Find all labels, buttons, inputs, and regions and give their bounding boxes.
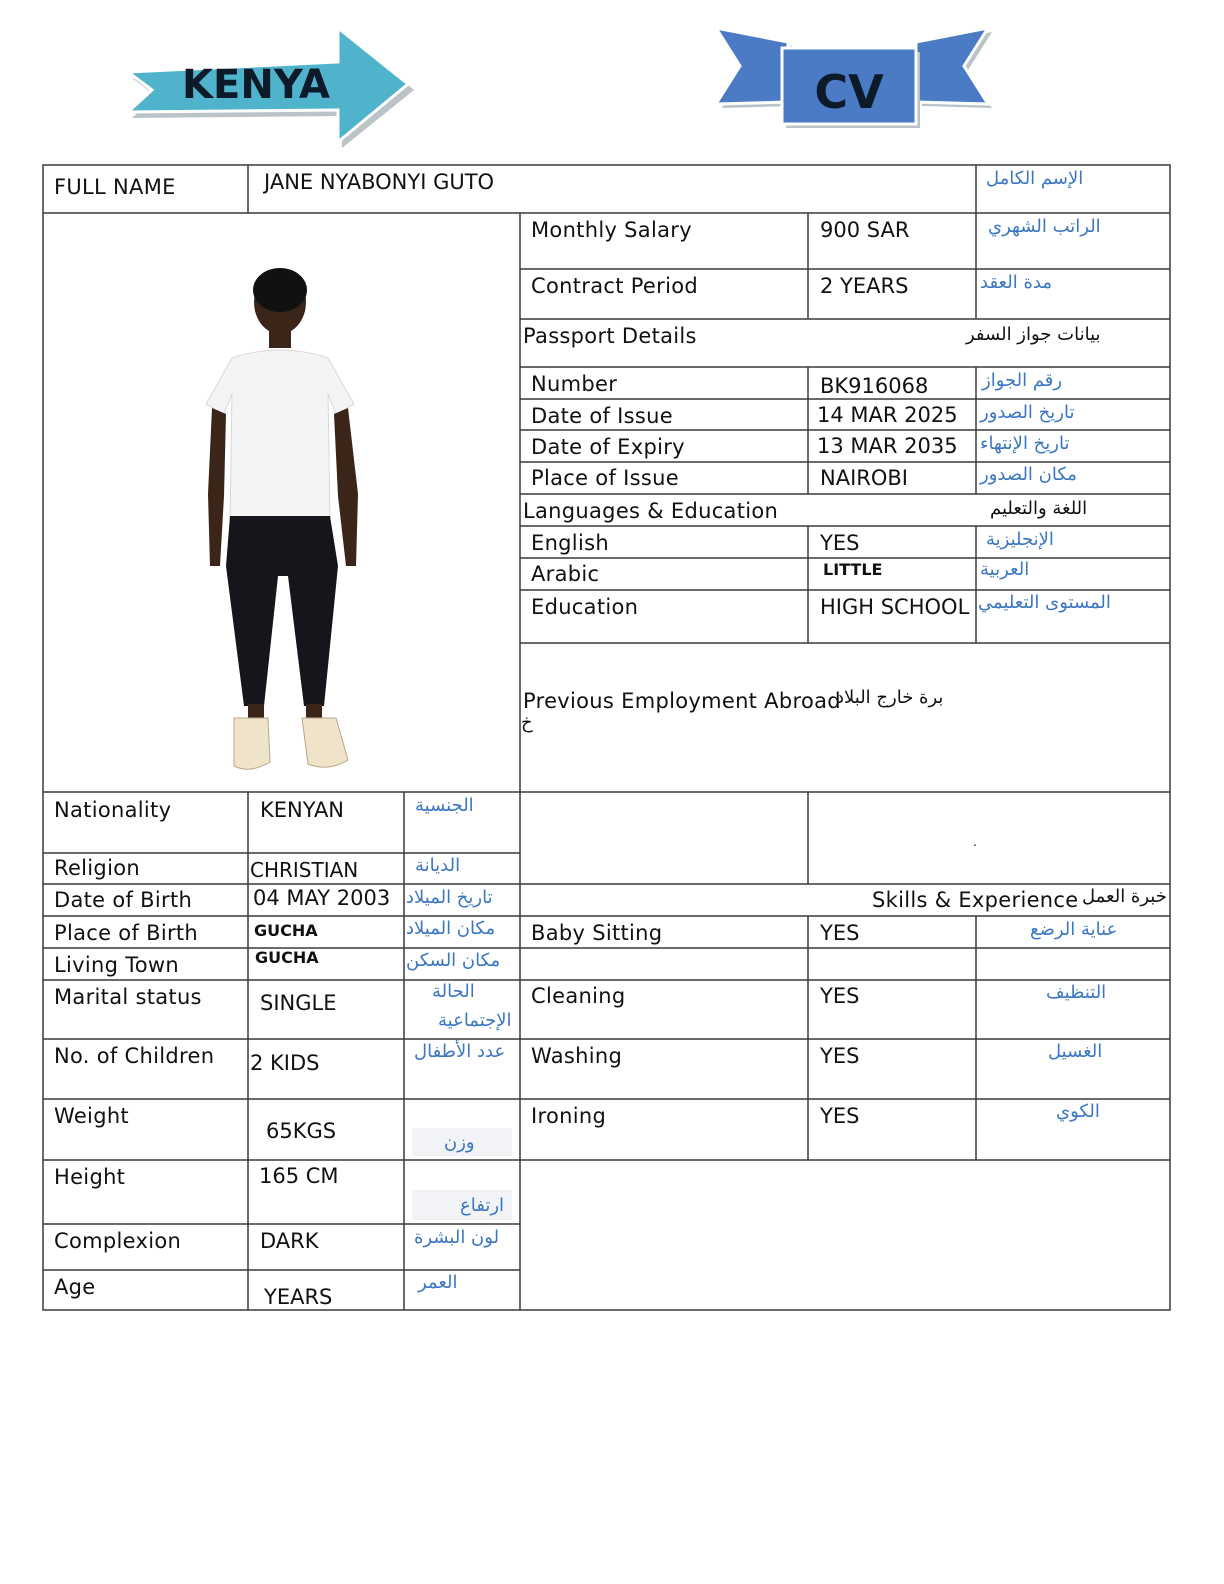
monthly-salary-value: 900 SAR (820, 218, 910, 242)
cleaning-label: Cleaning (531, 984, 626, 1008)
place-of-issue-label-ar: مكان الصدور (980, 464, 1077, 485)
full-name-label-ar: الإسم الكامل (986, 168, 1084, 189)
previous-employment-label: Previous Employment Abroad (523, 689, 841, 713)
education-value: HIGH SCHOOL (820, 595, 970, 619)
english-label-ar: الإنجليزية (986, 529, 1054, 550)
date-of-birth-label: Date of Birth (54, 888, 193, 912)
kenya-banner-label: KENYA (182, 62, 330, 108)
religion-value: CHRISTIAN (250, 858, 359, 882)
place-of-issue-label: Place of Issue (531, 466, 679, 490)
education-label-ar: المستوى التعليمي (978, 592, 1111, 613)
baby-sitting-value: YES (820, 921, 860, 945)
religion-label: Religion (54, 856, 140, 880)
living-town-label: Living Town (54, 953, 180, 977)
children-label: No. of Children (54, 1044, 215, 1068)
complexion-label-ar: لون البشرة (414, 1227, 500, 1248)
place-of-birth-label: Place of Birth (54, 921, 199, 945)
english-label: English (531, 531, 609, 555)
languages-section-title-ar: اللغة والتعليم (990, 498, 1088, 519)
cleaning-value: YES (820, 984, 860, 1008)
date-of-expiry-label-ar: تاريخ الإنتهاء (980, 433, 1070, 454)
full-name-value: JANE NYABONYI GUTO (264, 170, 495, 194)
cv-banner-label: CV (814, 65, 884, 119)
religion-label-ar: الديانة (415, 855, 461, 876)
previous-employment-label-ar: برة خارج البلاد (836, 687, 944, 708)
complexion-label: Complexion (54, 1229, 182, 1253)
complexion-value: DARK (260, 1229, 319, 1253)
nationality-label-ar: الجنسية (415, 795, 474, 816)
weight-label: Weight (54, 1104, 129, 1128)
previous-employment-label-ar-2: خ (521, 712, 533, 733)
passport-section-title-ar: بيانات جواز السفر (966, 324, 1101, 345)
age-value: YEARS (264, 1285, 333, 1309)
date-of-issue-label: Date of Issue (531, 404, 673, 428)
place-of-birth-value: GUCHA (254, 921, 318, 940)
washing-label-ar: الغسيل (1048, 1041, 1103, 1062)
contract-period-label-ar: مدة العقد (980, 272, 1052, 293)
living-town-label-ar: مكان السكن (406, 950, 501, 971)
children-value: 2 KIDS (250, 1051, 320, 1075)
baby-sitting-label-ar: عناية الرضع (1030, 919, 1118, 940)
ironing-value: YES (820, 1104, 860, 1128)
marital-status-label: Marital status (54, 985, 202, 1009)
marital-status-label-ar-1: الحالة (432, 981, 475, 1002)
height-label: Height (54, 1165, 126, 1189)
date-of-birth-label-ar: تاريخ الميلاد (406, 887, 493, 908)
skills-section-title-ar: خبرة العمل (1082, 886, 1167, 907)
arabic-label: Arabic (531, 562, 600, 586)
cleaning-label-ar: التنظيف (1046, 982, 1107, 1003)
weight-value: 65KGS (266, 1119, 337, 1143)
education-label: Education (531, 595, 639, 619)
date-of-issue-label-ar: تاريخ الصدور (980, 402, 1075, 423)
place-of-birth-label-ar: مكان الميلاد (406, 918, 496, 939)
person-photo-icon (200, 266, 368, 776)
date-of-birth-value: 04 MAY 2003 (253, 886, 391, 910)
passport-number-value: BK916068 (820, 374, 929, 398)
passport-section-title: Passport Details (523, 324, 697, 348)
stray-dot: . (973, 835, 977, 849)
monthly-salary-label-ar: الراتب الشهري (988, 216, 1101, 237)
weight-label-ar: وزن (444, 1132, 475, 1153)
baby-sitting-label: Baby Sitting (531, 921, 663, 945)
passport-number-label-ar: رقم الجواز (982, 370, 1063, 391)
date-of-expiry-value: 13 MAR 2035 (817, 434, 958, 458)
marital-status-value: SINGLE (260, 991, 337, 1015)
nationality-value: KENYAN (260, 798, 345, 822)
living-town-value: GUCHA (255, 948, 319, 967)
height-label-ar: ارتفاع (460, 1195, 505, 1216)
ironing-label: Ironing (531, 1104, 607, 1128)
arabic-label-ar: العربية (980, 559, 1030, 580)
washing-label: Washing (531, 1044, 623, 1068)
contract-period-label: Contract Period (531, 274, 698, 298)
age-label: Age (54, 1275, 96, 1299)
full-name-label: FULL NAME (54, 175, 176, 199)
date-of-expiry-label: Date of Expiry (531, 435, 685, 459)
height-value: 165 CM (259, 1164, 339, 1188)
children-label-ar: عدد الأطفال (414, 1041, 506, 1062)
place-of-issue-value: NAIROBI (820, 466, 908, 490)
age-label-ar: العمر (418, 1272, 458, 1293)
passport-number-label: Number (531, 372, 618, 396)
ironing-label-ar: الكوي (1056, 1101, 1100, 1122)
date-of-issue-value: 14 MAR 2025 (817, 403, 958, 427)
skills-section-title: Skills & Experience (872, 888, 1079, 912)
contract-period-value: 2 YEARS (820, 274, 909, 298)
arabic-value: LITTLE (823, 560, 883, 579)
english-value: YES (820, 531, 860, 555)
washing-value: YES (820, 1044, 860, 1068)
monthly-salary-label: Monthly Salary (531, 218, 692, 242)
languages-section-title: Languages & Education (523, 499, 779, 523)
marital-status-label-ar-2: الإجتماعية (438, 1010, 512, 1031)
nationality-label: Nationality (54, 798, 172, 822)
